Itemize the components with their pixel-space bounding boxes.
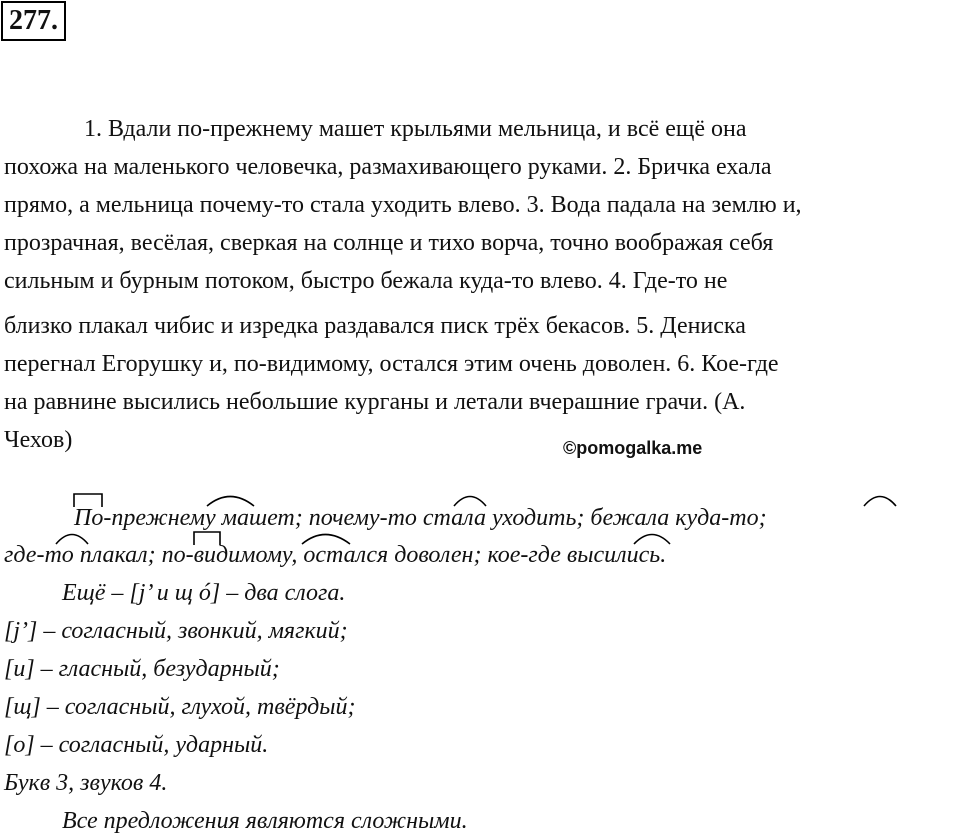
analysis-line-9: Все предложения являются сложными.: [62, 808, 468, 834]
text-line-9: Чехов): [4, 427, 73, 453]
text-line-8: на равнине высились небольшие курганы и летали вчерашние грачи. (А.: [4, 389, 746, 415]
analysis-line-6: [щ] – согласный, глухой, твёрдый;: [4, 694, 356, 720]
analysis-line-8: Букв 3, звуков 4.: [4, 770, 168, 796]
text-line-7: перегнал Егорушку и, по-видимому, остался этим очень доволен. 6. Кое-где: [4, 351, 779, 377]
analysis-line-4: [j’] – согласный, звонкий, мягкий;: [4, 618, 348, 644]
text-line-1: 1. Вдали по-прежнему машет крыльями мельница, и всё ещё она: [84, 116, 747, 142]
exercise-number: 277.: [1, 1, 66, 41]
analysis-line-2: где-то плакал; по-видимому, остался доволен; кое-где высились.: [4, 542, 667, 568]
analysis-line-5: [и] – гласный, безударный;: [4, 656, 280, 682]
text-line-3: прямо, а мельница почему-то стала уходить влево. 3. Вода падала на землю и,: [4, 192, 802, 218]
text-line-5: сильным и бурным потоком, быстро бежала куда-то влево. 4. Где-то не: [4, 268, 728, 294]
text-line-6: близко плакал чибис и изредка раздавался писк трёх бекасов. 5. Дениска: [4, 313, 746, 339]
suffix-arc-2: [860, 490, 900, 510]
watermark: ©pomogalka.me: [563, 438, 703, 458]
analysis-line-3: Ещё – [j’ и щ ó] – два слога.: [62, 580, 346, 606]
analysis-line-1: По-прежнему машет; почему-то стала уходить; бежала куда-то;: [74, 505, 767, 531]
text-line-2: похожа на маленького человечка, размахивающего руками. 2. Бричка ехала: [4, 154, 772, 180]
text-line-4: прозрачная, весёлая, сверкая на солнце и тихо ворча, точно воображая себя: [4, 230, 774, 256]
analysis-line-7: [о] – согласный, ударный.: [4, 732, 269, 758]
